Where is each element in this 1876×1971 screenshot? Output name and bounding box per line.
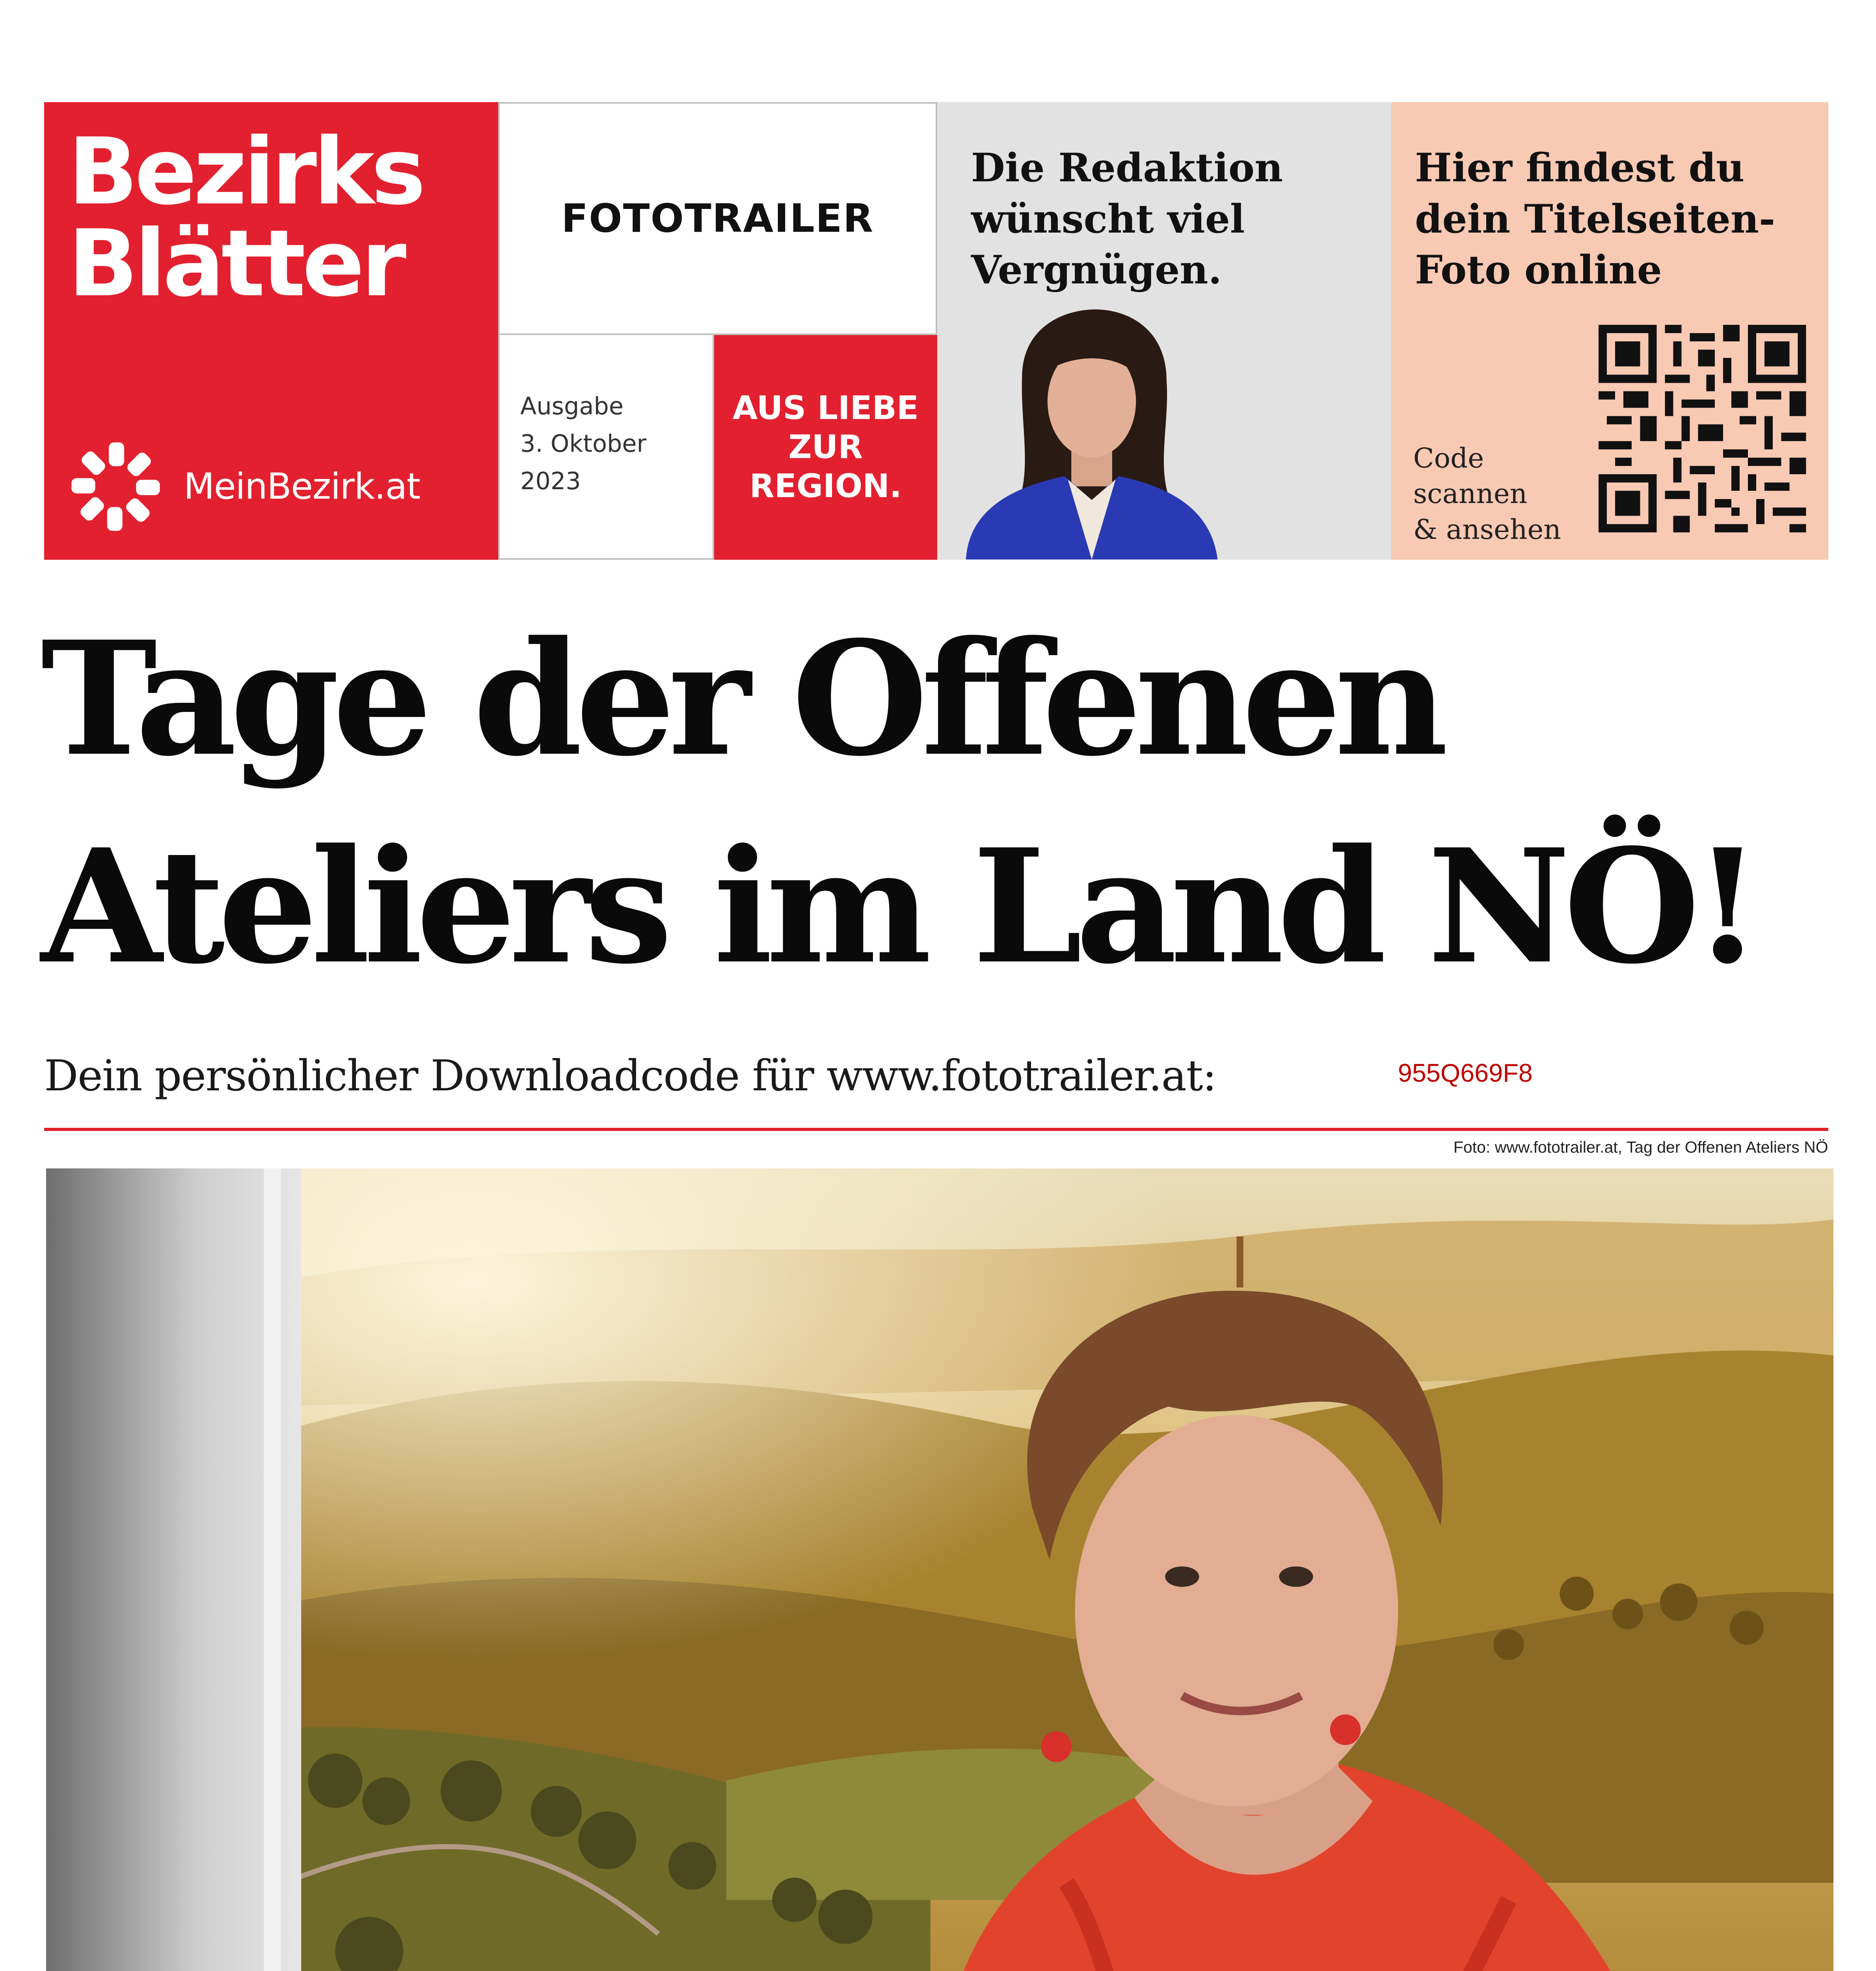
divider-rule xyxy=(44,1128,1828,1131)
brand-logo[interactable] xyxy=(44,102,498,560)
editor-line-3: Vergnügen. xyxy=(971,247,1222,293)
qr-hint xyxy=(1413,441,1561,548)
logo-line-2: Blätter xyxy=(68,210,403,317)
issue-date: 3. Oktober xyxy=(520,430,647,458)
editor-message xyxy=(971,143,1283,296)
qr-box xyxy=(1391,102,1828,560)
editor-line-2: wünscht viel xyxy=(971,196,1245,242)
headline-line-2: Ateliers im Land NÖ! xyxy=(41,814,1755,999)
headline-line-1: Tage der Offenen xyxy=(41,607,1442,791)
slogan-line-1: AUS LIEBE xyxy=(732,389,919,427)
issue-info xyxy=(498,335,714,560)
section-label-box xyxy=(498,102,937,335)
qr-code-icon[interactable] xyxy=(1599,325,1806,532)
headline xyxy=(41,595,1844,1010)
photo-credit: Foto: www.fototrailer.at, Tag der Offenen Ateliers NÖ xyxy=(1453,1138,1828,1156)
qr-hint-3: & ansehen xyxy=(1413,514,1561,546)
issue-label: Ausgabe xyxy=(520,392,623,420)
qr-line-1: Hier findest du xyxy=(1415,145,1745,191)
download-instruction: Dein persönlicher Downloadcode für www.fototrailer.at: xyxy=(44,1051,1216,1101)
editor-line-1: Die Redaktion xyxy=(971,145,1283,191)
qr-line-2: dein Titelseiten- xyxy=(1415,196,1776,242)
site-url: MeinBezirk.at xyxy=(183,466,420,507)
editor-portrait xyxy=(945,309,1235,559)
slogan-line-3: REGION. xyxy=(749,468,902,505)
issue-year: 2023 xyxy=(520,467,581,495)
qr-heading xyxy=(1415,143,1775,296)
editor-message-box xyxy=(937,102,1391,560)
qr-line-3: Foto online xyxy=(1415,247,1662,293)
site-link[interactable] xyxy=(65,436,420,538)
qr-hint-2: scannen xyxy=(1413,478,1528,510)
logo-wordmark xyxy=(68,118,422,317)
download-code[interactable]: 955Q669F8 xyxy=(1398,1058,1533,1087)
slogan-line-2: ZUR xyxy=(788,428,863,466)
logo-line-1: Bezirks xyxy=(68,118,422,225)
sun-burst-icon xyxy=(65,436,167,538)
section-label: FOTOTRAILER xyxy=(561,196,874,241)
masthead xyxy=(44,102,1828,560)
qr-hint-1: Code xyxy=(1413,442,1484,474)
slogan-box xyxy=(714,335,937,560)
cover-photo xyxy=(46,1168,1833,1971)
